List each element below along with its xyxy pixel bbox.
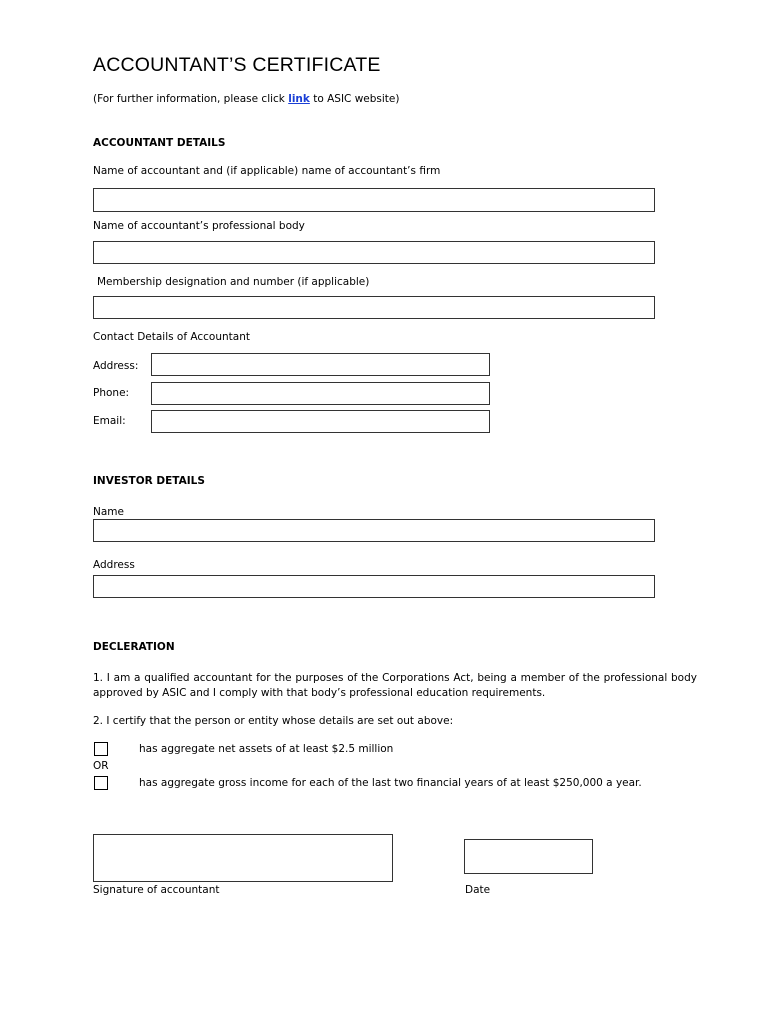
signature-label: Signature of accountant <box>93 884 220 896</box>
page-title: ACCOUNTANT’S CERTIFICATE <box>93 54 381 76</box>
contact-details-label: Contact Details of Accountant <box>93 331 250 343</box>
investor-name-label: Name <box>93 506 124 518</box>
investor-name-field[interactable] <box>93 519 655 542</box>
membership-label: Membership designation and number (if applicable) <box>97 276 370 288</box>
asic-link[interactable]: link <box>288 93 310 105</box>
info-line <box>93 93 399 105</box>
accountant-firm-field[interactable] <box>93 188 655 212</box>
date-field[interactable] <box>464 839 593 874</box>
accountant-firm-label: Name of accountant and (if applicable) name of accountant’s firm <box>93 165 441 177</box>
accountant-address-label: Address: <box>93 360 139 372</box>
net-assets-option-label: has aggregate net assets of at least $2.5 million <box>139 743 394 755</box>
accountant-email-field[interactable] <box>151 410 490 433</box>
accountant-phone-field[interactable] <box>151 382 490 405</box>
info-suffix: to ASIC website) <box>309 93 400 105</box>
accountant-details-heading: ACCOUNTANT DETAILS <box>93 137 226 149</box>
accountant-address-field[interactable] <box>151 353 490 376</box>
membership-field[interactable] <box>93 296 655 319</box>
net-assets-checkbox[interactable] <box>94 742 108 756</box>
investor-address-field[interactable] <box>93 575 655 598</box>
info-prefix: (For further information, please click <box>93 93 289 105</box>
declaration-paragraph-1: 1. I am a qualified accountant for the purposes of the Corporations Act, being a member of the professional body approved by ASIC and I comply with that body’s professional education requirements. <box>93 672 697 699</box>
gross-income-checkbox[interactable] <box>94 776 108 790</box>
investor-address-label: Address <box>93 559 135 571</box>
date-label: Date <box>465 884 491 896</box>
professional-body-field[interactable] <box>93 241 655 264</box>
gross-income-option-label: has aggregate gross income for each of the last two financial years of at least $250,000 a year. <box>139 777 642 789</box>
signature-field[interactable] <box>93 834 393 882</box>
declaration-paragraph-2: 2. I certify that the person or entity whose details are set out above: <box>93 715 454 727</box>
or-label: OR <box>93 760 109 772</box>
investor-details-heading: INVESTOR DETAILS <box>93 475 205 487</box>
accountant-phone-label: Phone: <box>93 387 130 399</box>
accountant-email-label: Email: <box>93 415 126 427</box>
declaration-heading: DECLERATION <box>93 641 175 653</box>
professional-body-label: Name of accountant’s professional body <box>93 220 305 232</box>
